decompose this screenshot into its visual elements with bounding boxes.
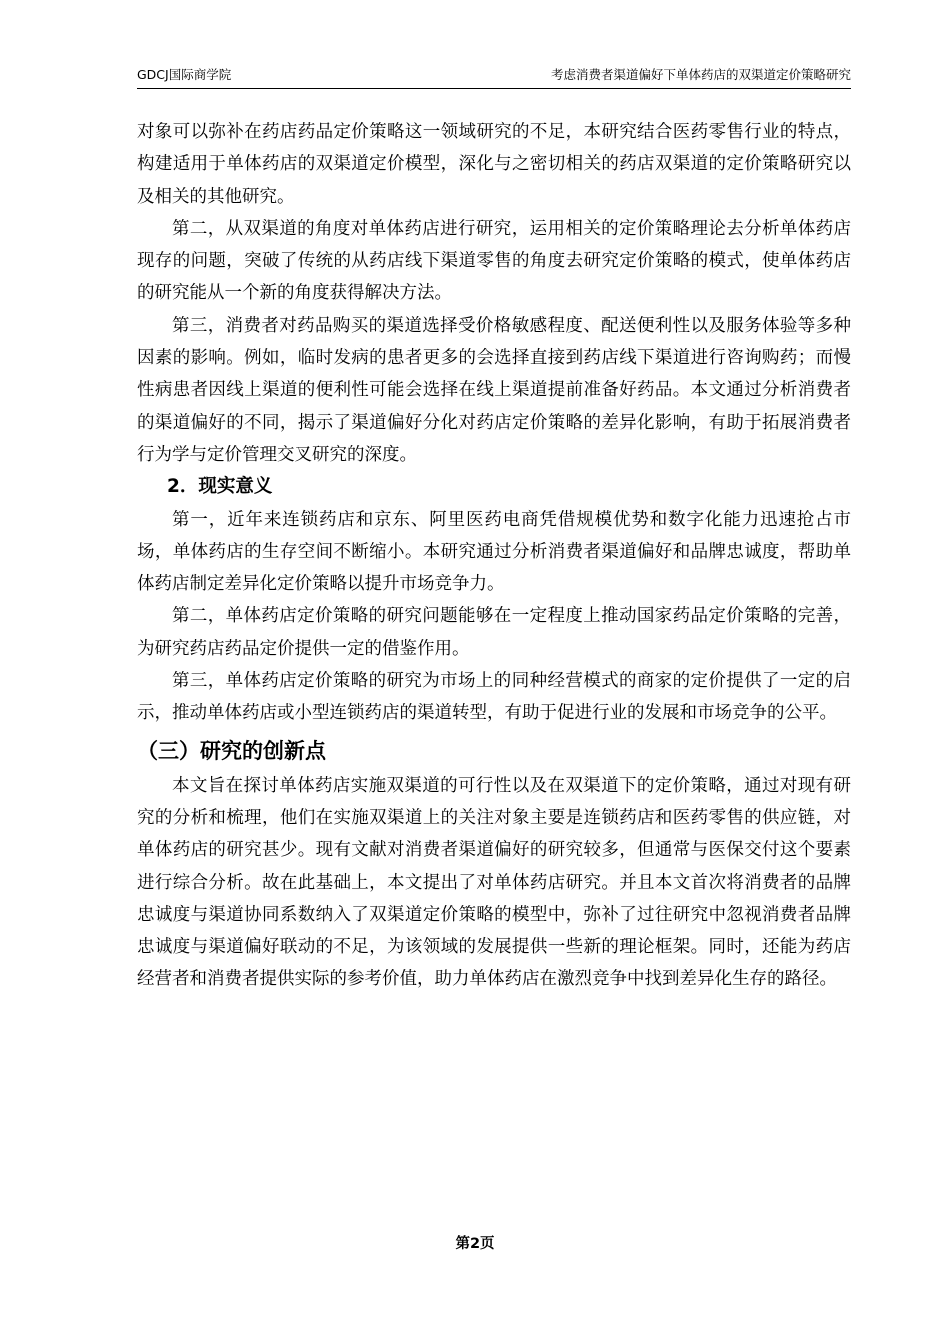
body-text (137, 116, 851, 996)
running-header (137, 64, 851, 89)
paragraph-theory-second: 第二，从双渠道的角度对单体药店进行研究，运用相关的定价策略理论去分析单体药店现存的问题，突破了传统的从药店线下渠道零售的角度去研究定价策略的模式，使单体药店的研究能从一个新的角度获得解决方法。 (137, 218, 851, 304)
paragraph-practical-second: 第二，单体药店定价策略的研究问题能够在一定程度上推动国家药品定价策略的完善，为研究药店药品定价提供一定的借鉴作用。 (137, 606, 851, 659)
page-number: 第2页 (455, 1236, 495, 1252)
header-paper-title: 考虑消费者渠道偏好下单体药店的双渠道定价策略研究 (550, 67, 851, 82)
header-institution: GDCJ国际商学院 (137, 67, 232, 82)
heading-practical-significance: 2．现实意义 (167, 476, 273, 498)
paragraph-theory-third: 第三，消费者对药品购买的渠道选择受价格敏感程度、配送便利性以及服务体验等多种因素的影响。例如，临时发病的患者更多的会选择直接到药店线下渠道进行咨询购药；而慢性病患者因线上渠道的便利性可能会选择在线上渠道提前准备好药品。本文通过分析消费者的渠道偏好的不同，揭示了渠道偏好分化对药店定价策略的差异化影响，有助于拓展消费者行为学与定价管理交叉研究的深度。 (137, 315, 851, 465)
paragraph-continued: 对象可以弥补在药店药品定价策略这一领域研究的不足，本研究结合医药零售行业的特点，构建适用于单体药店的双渠道定价模型，深化与之密切相关的药店双渠道的定价策略研究以及相关的其他研究。 (137, 122, 851, 207)
heading-innovation: （三）研究的创新点 (137, 738, 326, 763)
paragraph-practical-third: 第三，单体药店定价策略的研究为市场上的同种经营模式的商家的定价提供了一定的启示，推动单体药店或小型连锁药店的渠道转型，有助于促进行业的发展和市场竞争的公平。 (137, 671, 851, 724)
paragraph-practical-first: 第一，近年来连锁药店和京东、阿里医药电商凭借规模优势和数字化能力迅速抢占市场，单体药店的生存空间不断缩小。本研究通过分析消费者渠道偏好和品牌忠诚度，帮助单体药店制定差异化定价策略以提升市场竞争力。 (137, 509, 851, 595)
paragraph-innovation: 本文旨在探讨单体药店实施双渠道的可行性以及在双渠道下的定价策略，通过对现有研究的分析和梳理，他们在实施双渠道上的关注对象主要是连锁药店和医药零售的供应链，对单体药店的研究甚少。现有文献对消费者渠道偏好的研究较多，但通常与医保交付这个要素进行综合分析。故在此基础上，本文提出了对单体药店研究。并且本文首次将消费者的品牌忠诚度与渠道协同系数纳入了双渠道定价策略的模型中，弥补了过往研究中忽视消费者品牌忠诚度与渠道偏好联动的不足，为该领域的发展提供一些新的理论框架。同时，还能为药店经营者和消费者提供实际的参考价值，助力单体药店在激烈竞争中找到差异化生存的路径。 (137, 775, 851, 990)
